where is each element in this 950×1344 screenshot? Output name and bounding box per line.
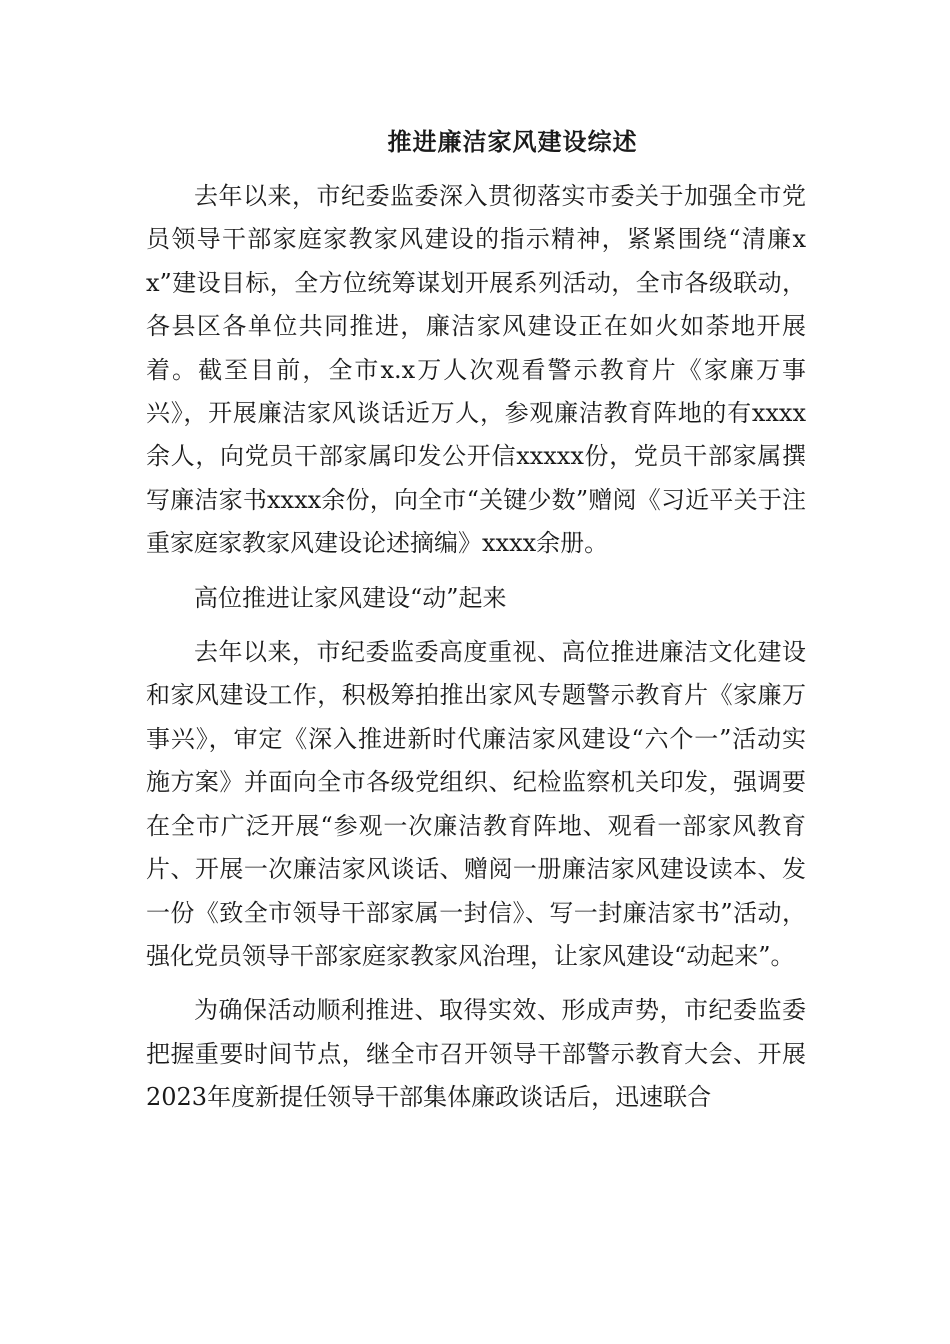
paragraph-intro: 去年以来，市纪委监委深入贯彻落实市委关于加强全市党员领导干部家庭家教家风建设的指示精神，紧紧围绕“清廉xx”建设目标，全方位统筹谋划开展系列活动，全市各级联动，各县区各单位共同推进，廉洁家风建设正在如火如荼地开展着。截至目前，全市x.x万人次观看警示教育片《家廉万事兴》，开展廉洁家风谈话近万人，参观廉洁教育阵地的有xxxx余人，向党员干部家属印发公开信xxxxx份，党员干部家属撰写廉洁家书xxxx余份，向全市“关键少数”赠阅《习近平关于注重家庭家教家风建设论述摘编》xxxx余册。 xyxy=(146,182,806,558)
section-heading: 高位推进让家风建设“动”起来 xyxy=(194,583,507,612)
paragraph-section-1: 去年以来，市纪委监委高度重视、高位推进廉洁文化建设和家风建设工作，积极筹拍推出家风专题警示教育片《家廉万事兴》，审定《深入推进新时代廉洁家风建设“六个一”活动实施方案》并面向全市各级党组织、纪检监察机关印发，强调要在全市广泛开展“参观一次廉洁教育阵地、观看一部家风教育片、开展一次廉洁家风谈话、赠阅一册廉洁家风建设读本、发一份《致全市领导干部家属一封信》、写一封廉洁家书”活动，强化党员领导干部家庭家教家风治理，让家风建设“动起来”。 xyxy=(146,638,806,970)
paragraph-section-2: 为确保活动顺利推进、取得实效、形成声势，市纪委监委把握重要时间节点，继全市召开领导干部警示教育大会、开展2023年度新提任领导干部集体廉政谈话后，迅速联合 xyxy=(146,996,806,1112)
document-title: 推进廉洁家风建设综述 xyxy=(387,127,638,156)
document-body xyxy=(146,175,806,1120)
